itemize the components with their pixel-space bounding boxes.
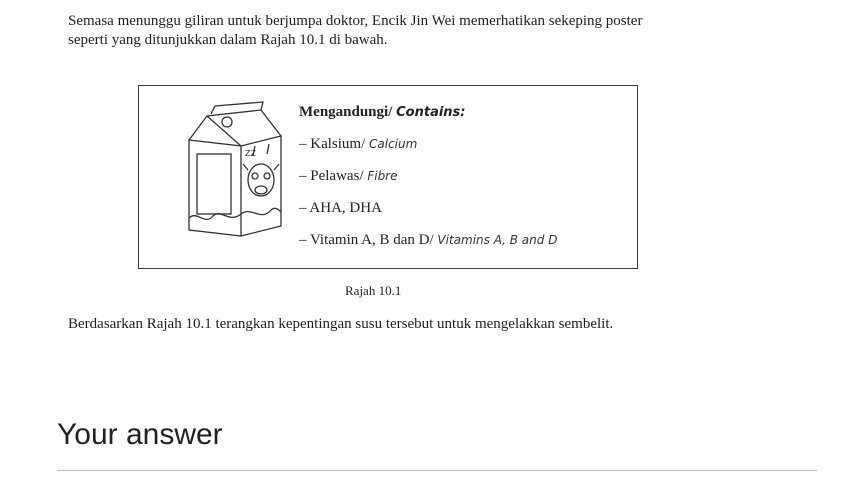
question-intro bbox=[68, 12, 808, 50]
contents-item bbox=[299, 231, 557, 263]
answer-label: Your answer bbox=[57, 418, 223, 451]
answer-underline bbox=[57, 470, 817, 471]
contents-heading bbox=[299, 104, 557, 121]
contents-item bbox=[299, 167, 557, 199]
intro-line-1: Semasa menunggu giliran untuk berjumpa doktor, Encik Jin Wei memerhatikan sekeping poster bbox=[68, 13, 643, 29]
question-text: Berdasarkan Rajah 10.1 terangkan kepentingan susu tersebut untuk mengelakkan sembelit. bbox=[68, 316, 614, 332]
contents-item bbox=[299, 135, 557, 167]
item-en: Calcium bbox=[369, 137, 418, 151]
item-en: Fibre bbox=[367, 169, 398, 183]
item-ms: – Kalsium/ bbox=[299, 136, 366, 152]
svg-text:ZZ: ZZ bbox=[245, 149, 256, 158]
contents-item bbox=[299, 199, 557, 231]
intro-line-2: seperti yang ditunjukkan dalam Rajah 10.1 di bawah. bbox=[68, 32, 388, 48]
item-en: Vitamins A, B and D bbox=[437, 233, 558, 247]
heading-en: Contains: bbox=[396, 105, 466, 120]
milk-carton-icon bbox=[181, 100, 291, 240]
poster-figure bbox=[138, 85, 638, 269]
item-ms: – AHA, DHA bbox=[299, 200, 382, 216]
contents-list bbox=[299, 104, 557, 263]
item-ms: – Vitamin A, B dan D/ bbox=[299, 232, 434, 248]
heading-ms: Mengandungi/ bbox=[299, 104, 393, 120]
answer-input[interactable] bbox=[57, 452, 821, 472]
item-ms: – Pelawas/ bbox=[299, 168, 364, 184]
figure-caption: Rajah 10.1 bbox=[345, 283, 402, 298]
